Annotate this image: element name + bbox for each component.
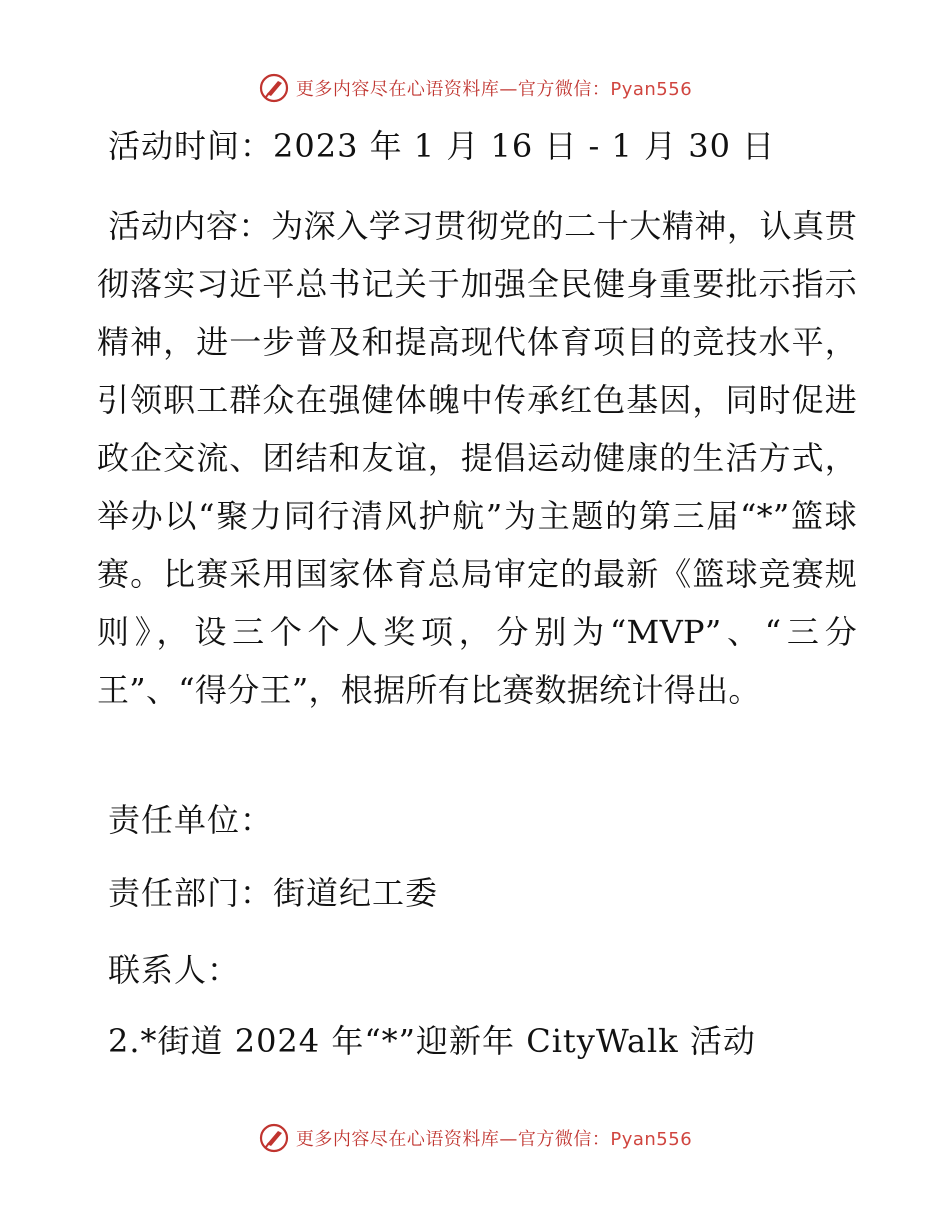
- watermark-dash: —: [499, 1129, 518, 1150]
- watermark-wechat-label: 官方微信：: [517, 79, 611, 100]
- watermark-dash: —: [499, 79, 518, 100]
- activity-time-line: 活动时间：2023 年 1 月 16 日 - 1 月 30 日: [108, 127, 776, 165]
- contact-line: 联系人：: [108, 951, 241, 989]
- watermark-prefix: 更多内容尽在心语资料库: [295, 1129, 500, 1150]
- next-item-heading: 2.*街道 2024 年“*”迎新年 CityWalk 活动: [108, 1022, 756, 1060]
- activity-content-paragraph: [97, 197, 857, 719]
- quill-logo-icon: [258, 72, 290, 104]
- watermark-wechat-id: Pyan556: [610, 1129, 693, 1150]
- watermark-prefix: 更多内容尽在心语资料库: [295, 79, 500, 100]
- quill-logo-icon: [258, 1122, 290, 1154]
- responsible-dept-line: 责任部门：街道纪工委: [108, 874, 439, 912]
- watermark-wechat-label: 官方微信：: [517, 1129, 611, 1150]
- activity-content-text: 活动内容：为深入学习贯彻党的二十大精神，认真贯彻落实习近平总书记关于加强全民健身重要批示指示精神，进一步普及和提高现代体育项目的竞技水平，引领职工群众在强健体魄中传承红色基因，同时促进政企交流、团结和友谊，提倡运动健康的生活方式，举办以“聚力同行清风护航”为主题的第三届“*”篮球赛。比赛采用国家体育总局审定的最新《篮球竞赛规则》，设三个个人奖项，分别为“MVP”、“三分王”、“得分王”，根据所有比赛数据统计得出。: [97, 207, 857, 709]
- watermark-banner-bottom: [0, 1122, 950, 1154]
- watermark-banner-top: [0, 72, 950, 104]
- watermark-wechat-id: Pyan556: [610, 79, 693, 100]
- responsible-unit-line: 责任单位：: [108, 801, 274, 839]
